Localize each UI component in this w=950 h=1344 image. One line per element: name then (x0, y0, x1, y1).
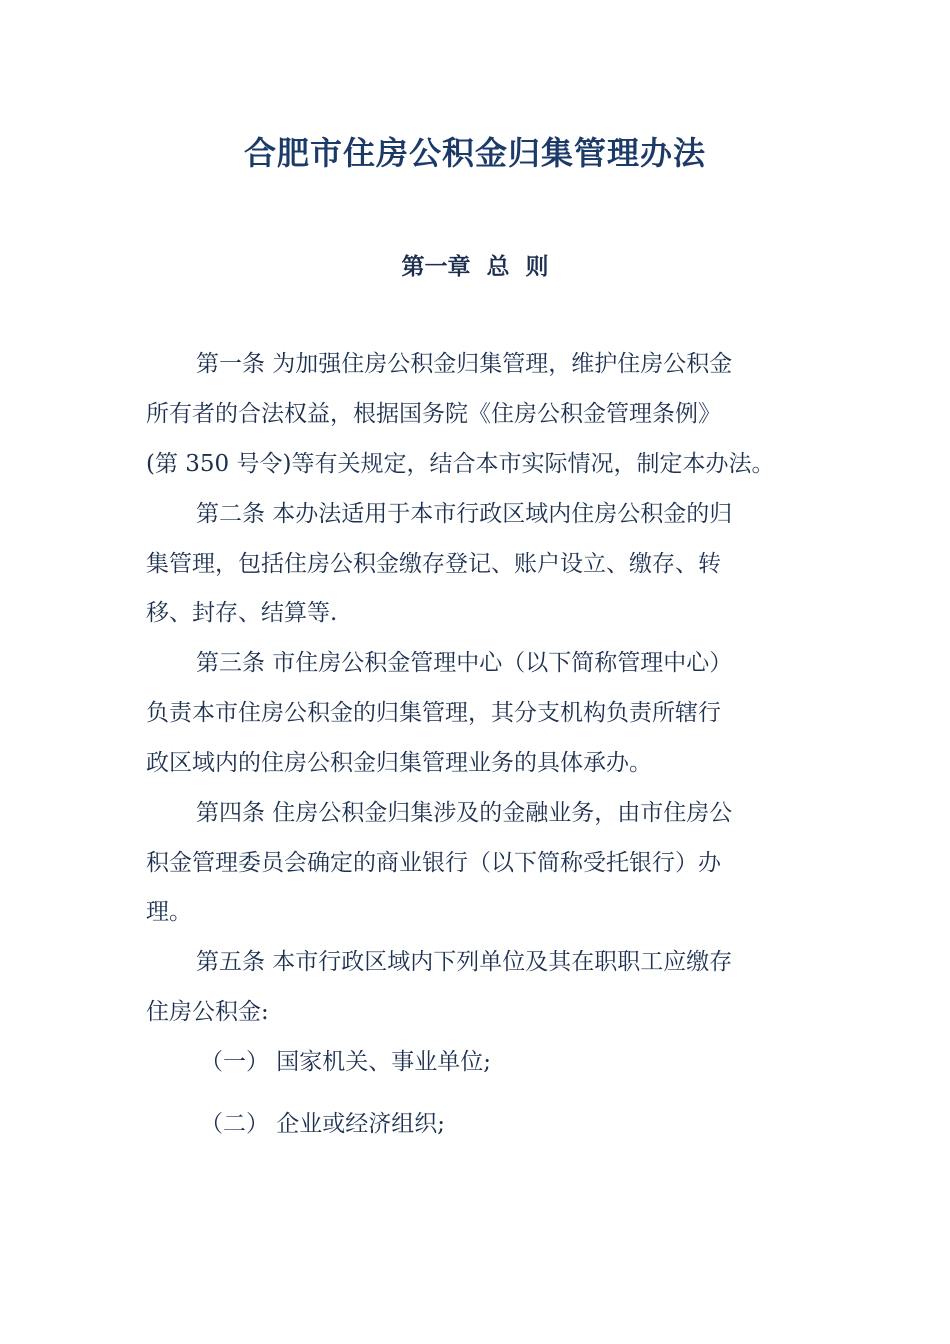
article-1-line-3: (第 350 号令)等有关规定，结合本市实际情况，制定本办法。 (146, 451, 775, 477)
list-item-1: （一） 国家机关、事业单位; (200, 1049, 492, 1075)
list-item-2: （二） 企业或经济组织; (200, 1111, 446, 1137)
article-5-line-1: 第五条 本市行政区域内下列单位及其在职职工应缴存 (196, 949, 733, 975)
article-2-line-2: 集管理，包括住房公积金缴存登记、账户设立、缴存、转 (146, 551, 721, 577)
article-1-line-2: 所有者的合法权益，根据国务院《住房公积金管理条例》 (146, 401, 721, 427)
article-4-line-3: 理。 (146, 899, 192, 925)
article-4-line-2: 积金管理委员会确定的商业银行（以下简称受托银行）办 (146, 850, 721, 876)
article-5-line-2: 住房公积金: (146, 999, 269, 1025)
article-2-line-1: 第二条 本办法适用于本市行政区域内住房公积金的归 (196, 501, 733, 527)
article-4-line-1: 第四条 住房公积金归集涉及的金融业务，由市住房公 (196, 800, 733, 826)
article-2-line-3: 移、封存、结算等. (146, 600, 338, 626)
document-title: 合肥市住房公积金归集管理办法 (243, 134, 706, 172)
article-3-line-3: 政区域内的住房公积金归集管理业务的具体承办。 (146, 750, 652, 776)
article-1-line-1: 第一条 为加强住房公积金归集管理，维护住房公积金 (196, 351, 733, 377)
chapter-heading: 第一章 总 则 (401, 253, 549, 280)
article-3-line-2: 负责本市住房公积金的归集管理，其分支机构负责所辖行 (146, 700, 721, 726)
article-3-line-1: 第三条 市住房公积金管理中心（以下简称管理中心） (196, 650, 733, 676)
